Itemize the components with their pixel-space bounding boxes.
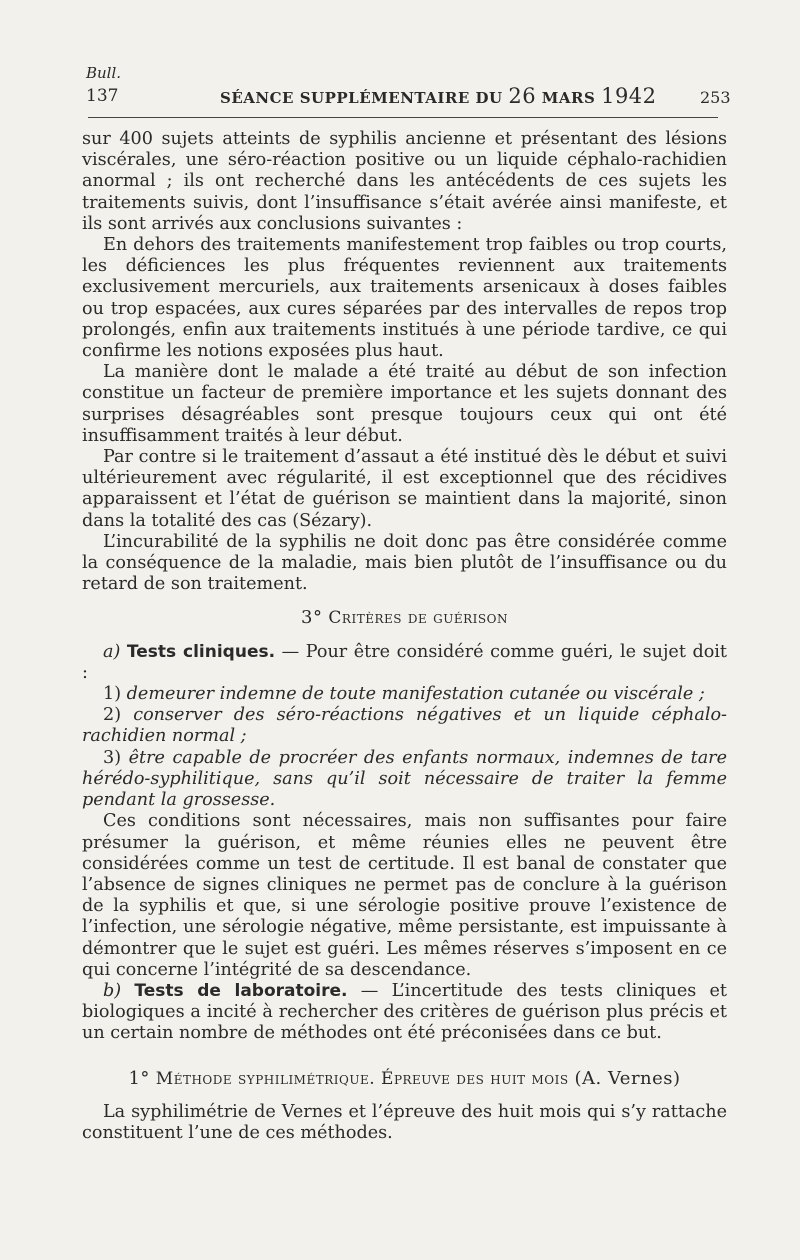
subsection-label: a)	[103, 641, 121, 662]
section-number: 1°	[128, 1067, 150, 1089]
list-item	[82, 684, 727, 705]
section-heading-method	[82, 1068, 727, 1090]
subsection-intro: — Pour être considéré comme guéri, le sujet doit :	[82, 641, 727, 683]
header-rule	[88, 117, 718, 118]
running-head-year: 1942	[601, 84, 657, 108]
paragraph: Par contre si le traitement d’assaut a été institué dès le début et suivi ultérieurement avec régularité, il est exceptionnel que des récidives apparaissent et l’état de guérison se maintient dans la majorité, sinon dans la totalité des cas (Sézary).	[82, 447, 727, 531]
list-item-text: demeurer indemne de toute manifestation cutanée ou viscérale ;	[126, 684, 705, 705]
paragraph: L’incurabilité de la syphilis ne doit donc pas être considérée comme la conséquence de la maladie, mais bien plutôt de l’insuffisance ou du retard de son traitement.	[82, 531, 727, 595]
paragraph: Ces conditions sont nécessaires, mais non suffisantes pour faire présumer la guérison, et même réunies elles ne peuvent être considérées comme un test de certitude. Il est banal de constater que l’absence de signes cliniques ne permet pas de conclure à la guérison de la syphilis et que, si une sérologie positive prouve l’existence de l’infection, une sérologie négative, même persistante, est impuissante à démontrer que le sujet est guéri. Les mêmes réserves s’imposent en ce qui concerne l’intégrité de sa descendance.	[82, 811, 727, 980]
section-author: (A. Vernes)	[574, 1067, 681, 1089]
section-title: Critères de guérison	[328, 608, 508, 629]
subsection-title: Tests de laboratoire.	[134, 980, 348, 1001]
subsection-label: b)	[103, 980, 122, 1001]
list-item-text: conserver des séro-réactions négatives et un liquide céphalo-rachidien normal ;	[82, 705, 728, 747]
list-item	[82, 748, 727, 812]
subsection-text: — L’incertitude des tests cliniques et biologiques a incité à rechercher des critères de guérison plus précis et un certain nombre de méthodes ont été préconisées dans ce but.	[82, 980, 728, 1044]
section-number: 3°	[301, 607, 323, 629]
section-title: Méthode syphilimétrique. Épreuve des huit mois	[155, 1068, 569, 1089]
paragraph: La manière dont le malade a été traité au début de son infection constitue un facteur de première importance et les sujets donnant des surprises désagréables sont presque toujours ceux qui ont été insuffisamment traités à leur début.	[82, 362, 727, 446]
paragraph: sur 400 sujets atteints de syphilis ancienne et présentant des lésions viscérales, une séro-réaction positive ou un liquide céphalo-rachidien anormal ; ils ont recherché dans les antécédents de ces sujets les traitements suivis, dont l’insuffisance s’était avérée ainsi manifeste, et ils sont arrivés aux conclusions suivantes :	[82, 129, 727, 234]
paragraph: En dehors des traitements manifestement trop faibles ou trop courts, les déficiences les plus fréquentes reviennent aux traitements exclusivement mercuriels, aux traitements arsenicaux à doses faibles ou trop espacées, aux cures séparées par des intervalles de repos trop prolongés, enfin aux traitements institués à une période tardive, ce qui confirme les notions exposées plus haut.	[82, 235, 727, 362]
list-item-text: être capable de procréer des enfants normaux, indemnes de tare hérédo-syphilitique, sans qu’il soit nécessaire de traiter la femme pendant la grossesse.	[82, 747, 728, 811]
running-head-day: 26	[508, 84, 537, 108]
body-text	[82, 129, 727, 1144]
running-head	[220, 84, 657, 108]
laboratory-tests-paragraph	[82, 981, 727, 1045]
list-item-number: 2)	[103, 705, 122, 726]
section-heading-criteria	[82, 607, 727, 629]
page-number: 253	[700, 88, 731, 107]
list-item-number: 1)	[103, 684, 122, 705]
spacer	[82, 1045, 727, 1056]
journal-abbreviation: Bull.	[86, 64, 122, 82]
running-head-month: MARS	[536, 89, 602, 107]
list-item-number: 3)	[103, 747, 122, 768]
clinical-tests-paragraph	[82, 642, 727, 684]
subsection-title: Tests cliniques.	[126, 641, 276, 662]
list-item	[82, 705, 727, 747]
paragraph: La syphilimétrie de Vernes et l’épreuve des huit mois qui s’y rattache constituent l’une de ces méthodes.	[82, 1101, 727, 1143]
volume-number: 137	[86, 86, 119, 106]
running-head-text: SÉANCE SUPPLÉMENTAIRE DU	[220, 89, 509, 107]
